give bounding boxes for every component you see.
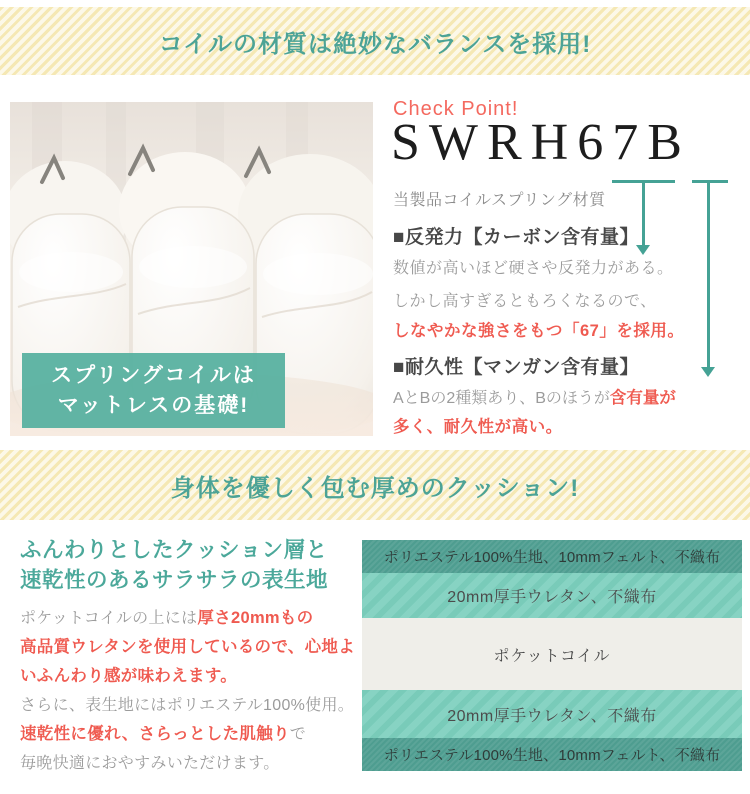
cushion-body-line-5: [20, 720, 355, 749]
cushion-banner: [0, 450, 750, 520]
cushion-banner-title: 身体を優しく包む厚めのクッション!: [170, 474, 580, 502]
arrow-down-icon-b: [701, 367, 715, 377]
durability-heading: ■耐久性【マンガン含有量】: [393, 357, 639, 378]
layer-bottom-urethane-label: 20mm厚手ウレタン、不織布: [447, 707, 657, 725]
coil-material-banner: [0, 7, 750, 75]
layer-bottom-urethane: [362, 690, 742, 738]
cushion-body-line-1: [20, 604, 355, 633]
cushion-body-line-6: 毎晩快適におやすみいただけます。: [20, 755, 280, 772]
rebound-line-2: しかし高すぎるともろくなるので、: [393, 293, 657, 310]
layer-pocket-coil-label: ポケットコイル: [493, 647, 611, 665]
layer-top-urethane-label: 20mm厚手ウレタン、不織布: [447, 589, 657, 606]
cushion-body-line-3: いふんわり感が味わえます。: [20, 667, 238, 685]
durability-line-1-gray: AとBの2種類あり、Bのほうが: [393, 390, 610, 407]
underline-b: [692, 180, 728, 183]
photo-caption-line-1: スプリングコイルは: [51, 363, 256, 387]
check-point-label: Check Point!: [393, 98, 519, 120]
durability-line-1-red: 含有量が: [609, 389, 676, 407]
photo-caption-line-2: マットレスの基礎!: [57, 393, 250, 417]
photo-caption-box: [22, 353, 285, 428]
cushion-body-line-4: さらに、表生地にはポリエステル100%使用。: [20, 697, 355, 714]
durability-line-1: [393, 384, 676, 408]
material-code: SWRH67B: [391, 114, 691, 171]
arrow-line-b: [707, 180, 710, 367]
cushion-body-line-2: 高品質ウレタンを使用しているので、心地よ: [20, 638, 356, 656]
cushion-heading-line-2: 速乾性のあるサラサラの表生地: [20, 568, 329, 592]
rebound-line-1: 数値が高いほど硬さや反発力がある。: [393, 260, 674, 277]
cushion-heading-line-1: ふんわりとしたクッション層と: [20, 538, 328, 562]
mattress-layer-diagram: [362, 540, 742, 771]
material-code-caption: 当製品コイルスプリング材質: [393, 192, 606, 209]
rebound-line-3: しなやかな強さをもつ「67」を採用。: [393, 322, 685, 340]
layer-top-urethane: [362, 573, 742, 618]
cushion-line-1-gray: ポケットコイルの上には: [20, 610, 198, 627]
cushion-body-text: [20, 604, 355, 778]
layer-pocket-coil: [362, 618, 742, 690]
cushion-line-5-gray: で: [289, 726, 307, 743]
layer-top-fabric-label: ポリエステル100%生地、10mmフェルト、不織布: [383, 549, 721, 566]
durability-line-2: 多く、耐久性が高い。: [393, 418, 563, 436]
layer-top-fabric: [362, 540, 742, 573]
cushion-line-5-red: 速乾性に優れ、さらっとした肌触り: [20, 725, 290, 743]
rebound-heading: ■反発力【カーボン含有量】: [393, 227, 639, 248]
cushion-heading: [20, 535, 328, 595]
layer-bottom-fabric-label: ポリエステル100%生地、10mmフェルト、不織布: [383, 747, 721, 764]
arrow-line-67: [642, 180, 645, 245]
coil-material-banner-title: コイルの材質は絶妙なバランスを採用!: [158, 30, 592, 58]
layer-bottom-fabric: [362, 738, 742, 771]
cushion-line-1-red: 厚さ20mmもの: [197, 609, 314, 627]
